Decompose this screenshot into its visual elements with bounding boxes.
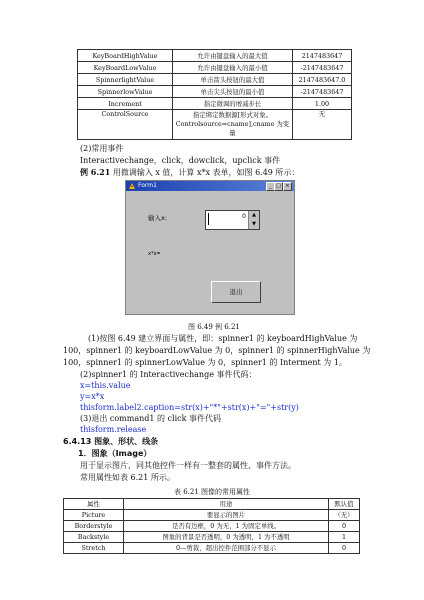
paragraph-line: (2)spinner1 的 Interactivechange 事件代码： xyxy=(80,370,257,379)
form-window xyxy=(125,180,295,315)
code-line: y=x*x xyxy=(80,392,105,401)
table-cell: 指定微调的增减步长 xyxy=(173,98,293,110)
table-row xyxy=(64,510,360,521)
spinner-down-arrow-icon[interactable]: ▼ xyxy=(248,220,259,229)
code-line: thisform.release xyxy=(80,425,147,434)
table-row xyxy=(78,98,352,110)
table-row xyxy=(78,50,352,62)
table-header-row xyxy=(64,499,360,510)
fox-icon xyxy=(128,182,136,190)
table-cell: KeyBoardLowValue xyxy=(78,62,173,74)
table-cell: 单击尖头按钮的最小值 xyxy=(173,86,293,98)
paragraph-line: 100，spinner1 的 spinnerLowValue 为 0，spinner1 的 Interment 为 1。 xyxy=(63,358,347,367)
table-row xyxy=(78,62,352,74)
example-text: 用微调输入 x 值，计算 x*x 表单，如图 6.49 所示： xyxy=(112,168,300,177)
spinner-up-arrow-icon[interactable]: ▲ xyxy=(248,211,259,220)
description-line: 常用属性如表 6.21 所示。 xyxy=(80,473,175,482)
table-row xyxy=(78,86,352,98)
table-row xyxy=(78,110,352,140)
table-cell: 指定绑定数据源[形式对象。Controlsource=cname],cname 为变量 xyxy=(173,110,293,140)
table-cell: 1.00 xyxy=(293,98,352,110)
table-cell: 1 xyxy=(329,532,360,543)
table-cell: 无 xyxy=(293,110,352,140)
maximize-button[interactable]: □ xyxy=(274,182,283,191)
figure-caption: 图 6.49 例 6.21 xyxy=(188,323,240,331)
close-button[interactable]: × xyxy=(283,182,292,191)
spinner-value: 0 xyxy=(242,213,246,220)
table-cell: -2147483647 xyxy=(293,86,352,98)
paragraph-line: (3)退出 command1 的 click 事件代码 xyxy=(80,414,222,423)
column-header: 默认值 xyxy=(329,499,360,510)
table-row xyxy=(64,521,360,532)
minimize-button[interactable]: _ xyxy=(266,182,275,191)
section-heading: 6.4.13 图象、形状、线条 xyxy=(63,437,159,446)
table-cell: 要显示的图片 xyxy=(124,510,329,521)
text-caret xyxy=(208,213,209,225)
table-cell: SpinnerlowValue xyxy=(78,86,173,98)
table-cell: 图象的背景是否透明，0 为透明，1 为不透明 xyxy=(124,532,329,543)
table-cell: 是否有边框，0 为无，1 为固定单线。 xyxy=(124,521,329,532)
table-row xyxy=(64,532,360,543)
column-header: 用途 xyxy=(124,499,329,510)
input-label: 输入x: xyxy=(148,214,168,222)
paragraph-line: 100，spinner1 的 keyboardLowValue 为 0，spinner1 的 spinnerHighValue 为 xyxy=(63,346,371,355)
table-cell: Stretch xyxy=(64,543,124,554)
table-cell: 0 xyxy=(329,543,360,554)
title-bar xyxy=(126,181,294,191)
section-events: (2)常用事件 xyxy=(80,144,124,153)
table-cell: 2147483647 xyxy=(293,50,352,62)
description-line: 用于显示图片，同其他控件一样有一整套的属性、事件方法。 xyxy=(80,461,296,470)
example-title: 例 6.21 xyxy=(80,167,111,177)
paragraph-line: (1)按图 6.49 建立界面与属性，即：spinner1 的 keyboardHighValue 为 xyxy=(88,334,358,343)
table-cell: 允许由键盘输入的最小值 xyxy=(173,62,293,74)
table-cell: Picture xyxy=(64,510,124,521)
code-line: thisform.label2.caption=str(x)+"*"+str(x)+"="+str(y) xyxy=(80,403,299,412)
code-line: x=this.value xyxy=(80,381,131,390)
table-cell: 允许由键盘输入的最大值 xyxy=(173,50,293,62)
example-line xyxy=(80,167,299,178)
property-table xyxy=(77,49,352,140)
table-cell: KeyBoardHighValue xyxy=(78,50,173,62)
table-cell: Increment xyxy=(78,98,173,110)
table-row xyxy=(78,74,352,86)
table-cell: ControlSource xyxy=(78,110,173,140)
events-list: Interactivechange，click，dowclick，upclick 事件 xyxy=(80,156,281,165)
table-cell: 0 xyxy=(329,521,360,532)
table-cell: SpinnerlightValue xyxy=(78,74,173,86)
column-header: 属性 xyxy=(64,499,124,510)
sub-heading: 1．图象（Image） xyxy=(78,449,152,458)
spinner-input[interactable] xyxy=(205,210,260,230)
table-cell: 0—剪裁，超出控件范围部分不显示 xyxy=(124,543,329,554)
table-row xyxy=(64,543,360,554)
table-cell: Backstyle xyxy=(64,532,124,543)
table-cell: Borderstyle xyxy=(64,521,124,532)
exit-button[interactable]: 退出 xyxy=(211,281,261,303)
window-title: Form1 xyxy=(138,182,157,189)
image-properties-table xyxy=(63,498,360,554)
table-cell: （无） xyxy=(329,510,360,521)
table-cell: 2147483647.0 xyxy=(293,74,352,86)
table-caption: 表 6.21 图像的常用属性 xyxy=(174,488,251,496)
result-label: x*x= xyxy=(148,251,161,257)
table-cell: -2147483647 xyxy=(293,62,352,74)
table-cell: 单击箭头按钮的最大值 xyxy=(173,74,293,86)
